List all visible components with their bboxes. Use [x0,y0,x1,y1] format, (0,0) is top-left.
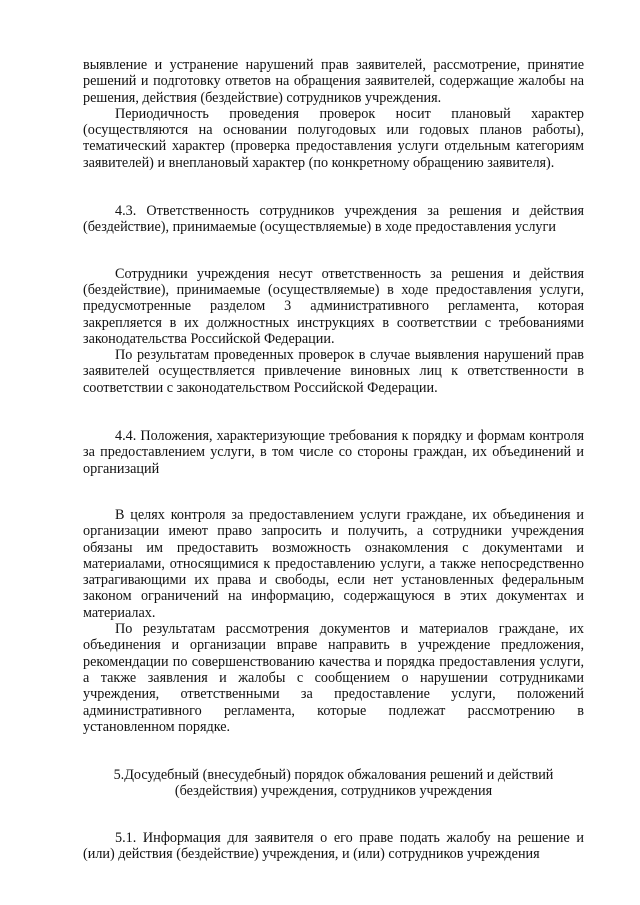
paragraph-responsibility: Сотрудники учреждения несут ответственность за решения и действия (бездействие), принимаемые (осуществляемые) в ходе предоставления услуги, предусмотренные разделом 3 административного регламента, которая закрепляется в их должностных инструкциях в соответствии с требованиями законодательства Российской Федерации. [83,265,584,347]
paragraph-violations: выявление и устранение нарушений прав заявителей, рассмотрение, принятие решений и подготовку ответов на обращения заявителей, содержащие жалобы на решения, действия (бездействие) сотрудников учреждения. [83,57,584,106]
paragraph-control-rights: В целях контроля за предоставлением услуги граждане, их объединения и организации имеют право запросить и получить, а сотрудники учреждения обязаны им предоставить возможность ознакомления с документами и материалами, относящимися к предоставлению услуги, а также непосредственно затрагивающими их права и свободы, если нет установленных федеральным законом ограничений на информацию, содержащуюся в этих документах и материалах. [83,506,584,621]
paragraph-periodicity: Периодичность проведения проверок носит плановый характер (осуществляются на основании полугодовых или годовых планов работы), тематический характер (проверка предоставления услуги отдельным категориям заявителей) и внеплановый характер (по конкретному обращению заявителя). [83,105,584,171]
section-heading-5-1: 5.1. Информация для заявителя о его праве подать жалобу на решение и (или) действия (бездействие) учреждения, и (или) сотрудников учреждения [83,829,584,862]
paragraph-inspection-results: По результатам проведенных проверок в случае выявления нарушений прав заявителей осуществляется привлечение виновных лиц к ответственности в соответствии с законодательством Российской Федерации. [83,347,584,396]
section-heading-4-3: 4.3. Ответственность сотрудников учреждения за решения и действия (бездействие), принимаемые (осуществляемые) в ходе предоставления услуги [83,203,584,236]
section-heading-4-4: 4.4. Положения, характеризующие требования к порядку и формам контроля за предоставлением услуги, в том числе со стороны граждан, их объединений и организаций [83,428,584,477]
paragraph-proposals: По результатам рассмотрения документов и материалов граждане, их объединения и организации вправе направить в учреждение предложения, рекомендации по совершенствованию качества и порядка предоставления услуги, а также заявления и жалобы с сообщением о нарушении сотрудниками учреждения, ответственными за предоставление услуги, положений административного регламента, которые подлежат рассмотрению в установленном порядке. [83,621,584,735]
section-heading-5: 5.Досудебный (внесудебный) порядок обжалования решений и действий (бездействия) учреждения, сотрудников учреждения [113,767,554,800]
